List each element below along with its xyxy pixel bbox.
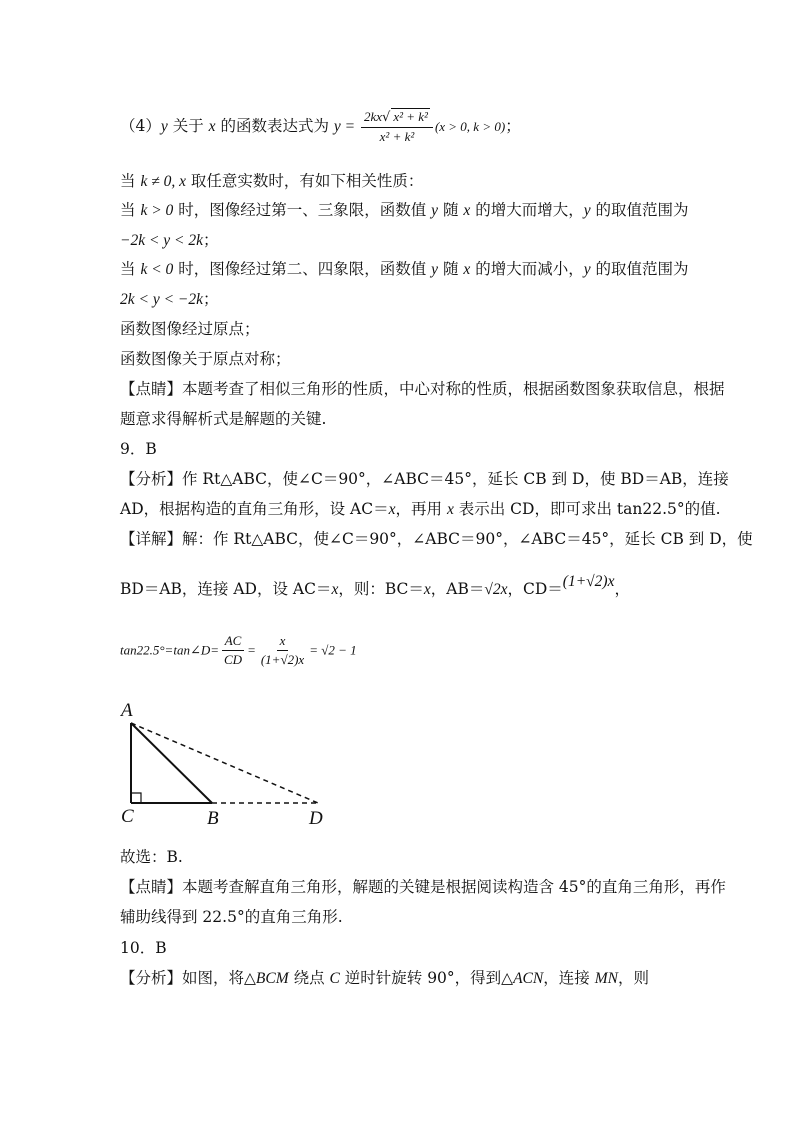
- question-9-answer: 9．B: [120, 440, 157, 458]
- right-angle-mark: [131, 793, 141, 803]
- point-c-label: C: [121, 806, 134, 827]
- tan-equation: tan22.5°=tan∠D= $\frac{AC}{CD}$ = $\frac{x}{(1+√2)x}$ = √2 − 1: [120, 633, 357, 667]
- cd-value: (1+√2)x: [562, 573, 615, 590]
- point-b-label: B: [207, 808, 219, 829]
- comment-8-line2: 题意求得解析式是解题的关键.: [120, 410, 327, 428]
- question-10-answer: 10．B: [120, 939, 167, 957]
- comment-8-line1: 【点睛】本题考查了相似三角形的性质，中心对称的性质，根据函数图象获取信息，根据: [120, 380, 725, 398]
- property-origin: 函数图像经过原点；: [120, 320, 260, 338]
- question-10-analysis: 【分析】如图，将△BCM 绕点 C 逆时针旋转 90°，得到△ACN，连接 MN，则: [120, 969, 649, 987]
- question-9-detail-line2: BD＝AB，连接 AD，设 AC＝x，则：BC＝x，AB＝√2x，CD＝(1+√2)x，: [120, 573, 630, 598]
- function-fraction: $\frac{\text{2kx√ x² + k²}}{\text{x² + k²}}$: [361, 108, 433, 146]
- property-k-negative: 当 k < 0 时，图像经过第二、四象限，函数值 y 随 x 的增大而减小，y 的取值范围为: [120, 260, 689, 278]
- property-k-negative-range: 2k < y < −2k；: [120, 290, 219, 308]
- question-9-detail-line1: 【详解】解：作 Rt△ABC，使∠C＝90°，∠ABC＝90°，∠ABC＝45°，延长 CB 到 D，使: [120, 530, 753, 548]
- function-domain: (x > 0, k > 0): [434, 119, 506, 134]
- property-k-positive: 当 k > 0 时，图像经过第一、三象限，函数值 y 随 x 的增大而增大，y 的取值范围为: [120, 201, 689, 219]
- segment-ad: [131, 723, 318, 803]
- question-9-analysis-line1: 【分析】作 Rt△ABC，使∠C＝90°，∠ABC＝45°，延长 CB 到 D，使 BD＝AB，连接: [120, 470, 729, 488]
- part4-line: （4）y 关于 x 的函数表达式为 y = $\frac{\text{2kx√ x² + k²}}{\text{x² + k²}}$ (x > 0, k > 0)；: [120, 109, 521, 144]
- point-a-label: A: [121, 700, 133, 721]
- question-9-comment-line1: 【点睛】本题考查解直角三角形，解题的关键是根据阅读构造含 45°的直角三角形，再作: [120, 878, 726, 896]
- property-symmetry: 函数图像关于原点对称；: [120, 350, 291, 368]
- point-d-label: D: [309, 808, 323, 829]
- ab-value: √2x: [484, 581, 508, 598]
- function-lhs: y =: [333, 118, 359, 135]
- property-k-positive-range: −2k < y < 2k；: [120, 231, 219, 249]
- question-9-conclusion: 故选：B.: [120, 848, 183, 866]
- question-9-comment-line2: 辅助线得到 22.5°的直角三角形.: [120, 908, 343, 926]
- segment-ab: [131, 723, 212, 803]
- property-intro: 当 k ≠ 0, x 取任意实数时，有如下相关性质：: [120, 172, 424, 190]
- question-9-analysis-line2: AD，根据构造的直角三角形，设 AC＝x，再用 x 表示出 CD，即可求出 tan22.5°的值.: [120, 500, 721, 518]
